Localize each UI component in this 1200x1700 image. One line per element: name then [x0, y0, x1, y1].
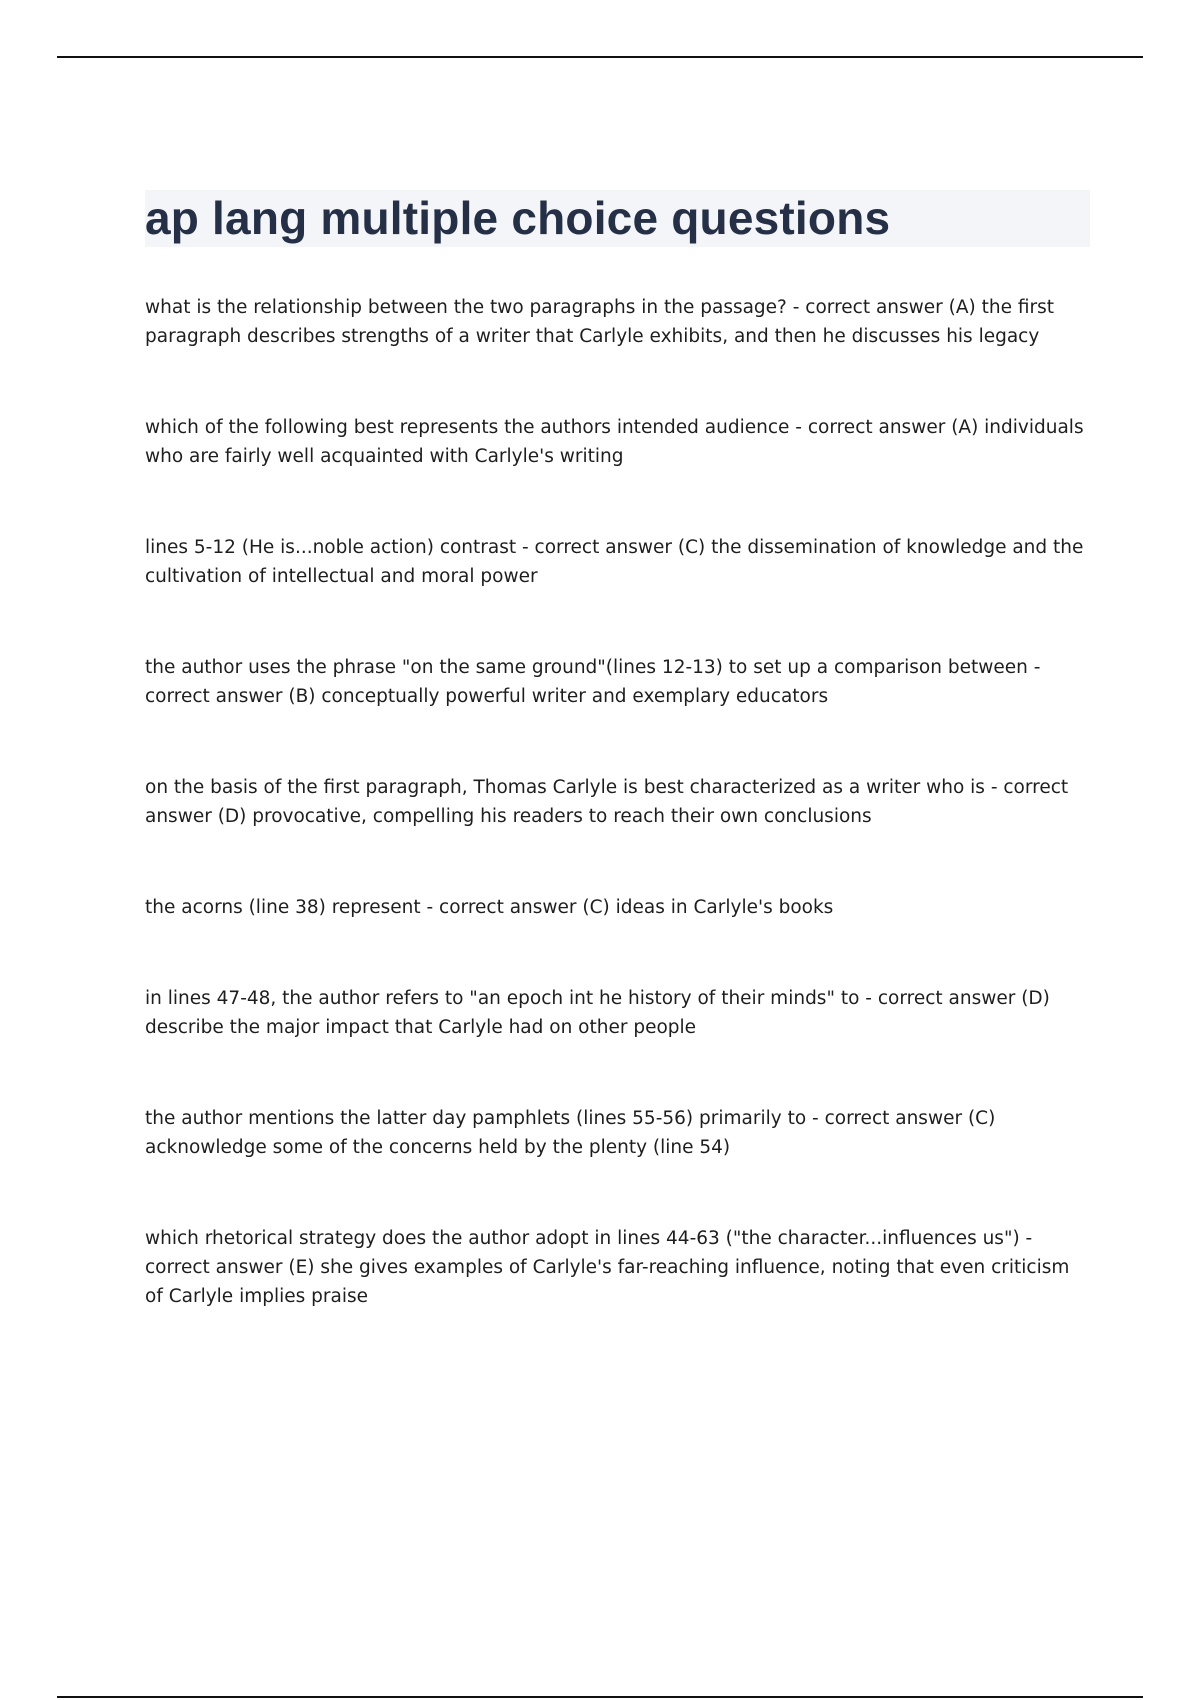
question-item-5: on the basis of the first paragraph, Thomas Carlyle is best characterized as a writer who is - correct answer (D) provocative, compelling his readers to reach their own conclusions — [145, 777, 1069, 827]
page-title: ap lang multiple choice questions — [145, 192, 891, 244]
question-item-8: the author mentions the latter day pamphlets (lines 55-56) primarily to - correct answer (C) acknowledge some of the concerns held by the plenty (line 54) — [145, 1108, 996, 1158]
question-item-3: lines 5-12 (He is...noble action) contrast - correct answer (C) the dissemination of knowledge and the cultivation of intellectual and moral power — [145, 537, 1084, 587]
question-list — [145, 293, 1090, 1311]
document-body — [145, 190, 1090, 1373]
question-item-7: in lines 47-48, the author refers to "an epoch int he history of their minds" to - correct answer (D) describe the major impact that Carlyle had on other people — [145, 988, 1050, 1038]
question-item-1: what is the relationship between the two paragraphs in the passage? - correct answer (A) the first paragraph describes strengths of a writer that Carlyle exhibits, and then he discusses his legacy — [145, 297, 1055, 347]
header-rule — [57, 56, 1143, 58]
question-item-2: which of the following best represents the authors intended audience - correct answer (A) individuals who are fairly well acquainted with Carlyle's writing — [145, 417, 1084, 467]
title-banner — [145, 190, 1090, 247]
footer-rule — [57, 1696, 1143, 1698]
question-item-9: which rhetorical strategy does the author adopt in lines 44-63 ("the character...influences us") - correct answer (E) she gives examples of Carlyle's far-reaching influence, noting that even criticism of Carlyle implies praise — [145, 1228, 1070, 1307]
question-item-4: the author uses the phrase "on the same ground"(lines 12-13) to set up a comparison between - correct answer (B) conceptually powerful writer and exemplary educators — [145, 657, 1041, 707]
question-item-6: the acorns (line 38) represent - correct answer (C) ideas in Carlyle's books — [145, 897, 834, 918]
